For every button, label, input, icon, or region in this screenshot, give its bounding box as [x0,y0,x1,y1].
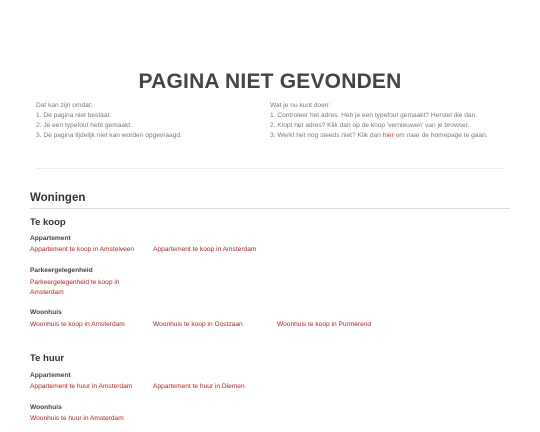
link-appartement-huur-amsterdam[interactable]: Appartement te huur in Amsterdam [30,383,133,390]
te-koop-heading: Te koop [30,217,66,228]
category-label-woonhuis: Woonhuis [30,404,62,411]
link-woonhuis-koop-amsterdam[interactable]: Woonhuis te koop in Amsterdam [30,321,125,328]
action-item-text: om naar de homepage te gaan. [393,132,488,139]
link-appartement-huur-diemen[interactable]: Appartement te huur in Diemen [153,383,245,390]
link-text: Amsterdam [30,289,64,296]
link-appartement-koop-amsterdam[interactable]: Appartement te koop in Amsterdam [153,246,257,253]
category-label-appartement: Appartement [30,372,71,379]
link-woonhuis-koop-oostzaan[interactable]: Woonhuis te koop in Oostzaan [153,321,243,328]
woningen-divider [30,208,510,209]
link-woonhuis-huur-amsterdam[interactable]: Woonhuis te huur in Amsterdam [30,415,124,422]
link-appartement-koop-amstelveen[interactable]: Appartement te koop in Amstelveen [30,246,135,253]
action-item [270,131,510,141]
link-woonhuis-koop-purmerend[interactable]: Woonhuis te koop in Purmerend [277,321,372,328]
action-item: 1. Controleer het adres. Heb je een typefout gemaakt? Herstel die dan. [270,112,478,119]
divider [36,168,504,169]
action-item: 2. Klopt het adres? Klik dan op de knop 'vernieuwen' van je browser. [270,122,470,129]
reason-item: 2. Je een typefout hebt gemaakt. [36,122,133,129]
page-title: PAGINA NIET GEVONDEN [138,70,402,93]
link-text: Parkeergelegenheid te koop in [30,279,120,286]
actions-column [270,101,510,141]
reasons-column [36,101,256,141]
category-label-parkeergelegenheid: Parkeergelegenheid [30,267,93,274]
reason-item: 1. De pagina niet bestaat. [36,112,112,119]
homepage-link[interactable]: hier [382,132,394,139]
category-label-appartement: Appartement [30,235,71,242]
woningen-heading: Woningen [30,192,86,204]
action-item-text: 3. Werkt het nog steeds niet? Klik dan [270,132,383,139]
reason-item: 3. De pagina tijdelijk niet kan worden opgevraagd. [36,132,182,139]
actions-intro: Wat je nu kunt doen: [270,102,331,109]
te-huur-heading: Te huur [30,353,65,364]
category-label-woonhuis: Woonhuis [30,309,62,316]
link-parkeergelegenheid-koop-amsterdam[interactable] [30,278,119,298]
reasons-intro: Dat kan zijn omdat: [36,102,93,109]
